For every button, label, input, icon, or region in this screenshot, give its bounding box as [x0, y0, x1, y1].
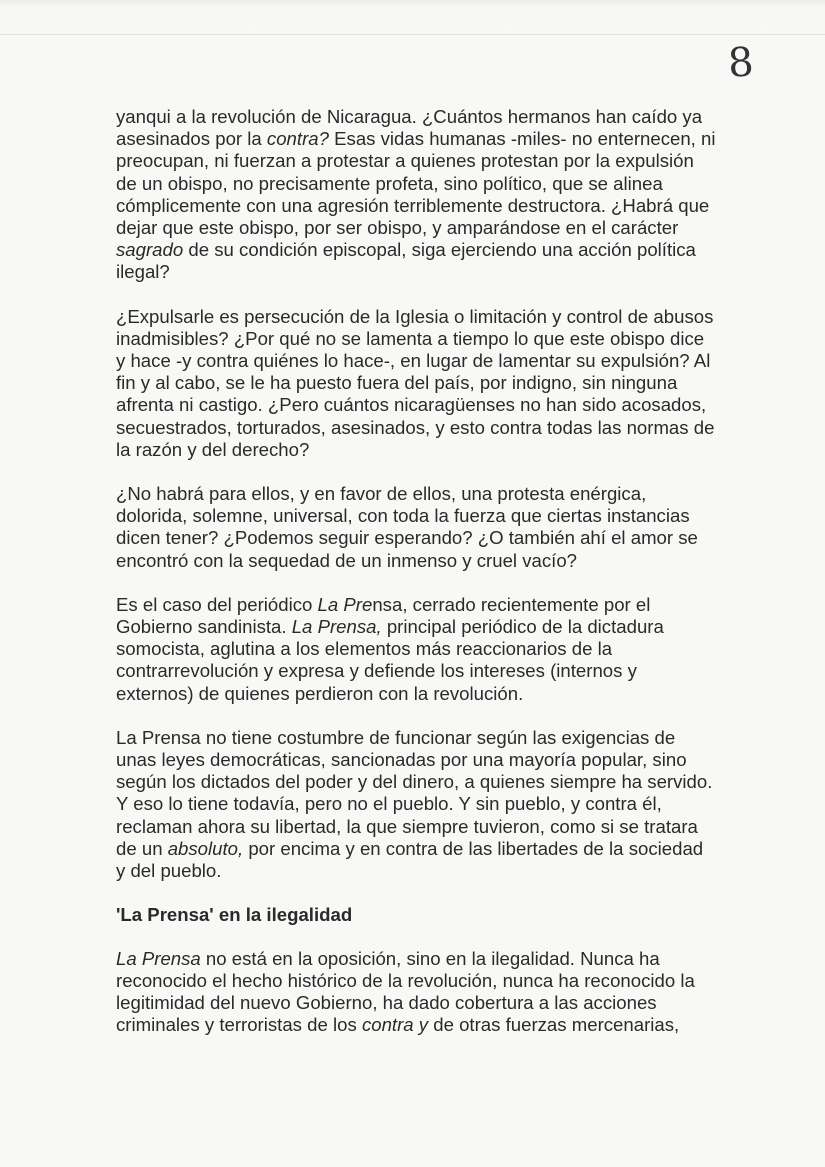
body-text: [116, 106, 716, 1058]
section-heading: 'La Prensa' en la ilegalidad: [116, 904, 353, 926]
scan-edge-line: [0, 34, 825, 35]
paragraph-4: Es el caso del periódico La Prensa, cerrado recientemente por el Gobierno sandinista. La Prensa, principal periódico de la dictadura somocista, aglutina a los elementos más reaccionarios de la contrarrevolución y expresa y defiende los intereses (internos y externos) de quienes perdieron con la revolución.: [116, 593, 664, 704]
paragraph-2: ¿Expulsarle es persecución de la Iglesia o limitación y control de abusos inadmisibles? ¿Por qué no se lamenta a tiempo lo que este obispo dice y hace -y contra quiénes lo hace-, en lugar de lamentar su expulsión? Al fin y al cabo, se le ha puesto fuera del país, por indigno, sin ninguna afrenta ni castigo. ¿Pero cuántos nicaragüenses no han sido acosados, secuestrados, torturados, asesinados, y esto contra todas las normas de la razón y del derecho?: [116, 305, 715, 460]
paragraph-1: yanqui a la revolución de Nicaragua. ¿Cuántos hermanos han caído ya asesinados por la contra? Esas vidas humanas -miles- no enternecen, ni preocupan, ni fuerzan a protestar a quienes protestan por la expulsión de un obispo, no precisamente profeta, sino político, que se alinea cómplicemente con una agresión terriblemente destructora. ¿Habrá que dejar que este obispo, por ser obispo, y amparándose en el carácter sagrado de su condición episcopal, siga ejerciendo una acción política ilegal?: [116, 106, 716, 283]
paragraph-5: La Prensa no tiene costumbre de funcionar según las exigencias de unas leyes democráticas, sancionadas por una mayoría popular, sino según los dictados del poder y del dinero, a quienes siempre ha servido. Y eso lo tiene todavía, pero no el pueblo. Y sin pueblo, y contra él, reclaman ahora su libertad, la que siempre tuvieron, como si se tratara de un absoluto, por encima y en contra de las libertades de la sociedad y del pueblo.: [116, 726, 713, 882]
paragraph-3: ¿No habrá para ellos, y en favor de ellos, una protesta enérgica, dolorida, solemne, universal, con toda la fuerza que ciertas instancias dicen tener? ¿Podemos seguir esperando? ¿O también ahí el amor se encontró con la sequedad de un inmenso y cruel vacío?: [116, 483, 698, 571]
page-number: 8: [726, 39, 756, 87]
paragraph-6: La Prensa no está en la oposición, sino en la ilegalidad. Nunca ha reconocido el hecho histórico de la revolución, nunca ha reconocido la legitimidad del nuevo Gobierno, ha dado cobertura a las acciones criminales y terroristas de los contra y de otras fuerzas mercenarias,: [116, 947, 695, 1036]
